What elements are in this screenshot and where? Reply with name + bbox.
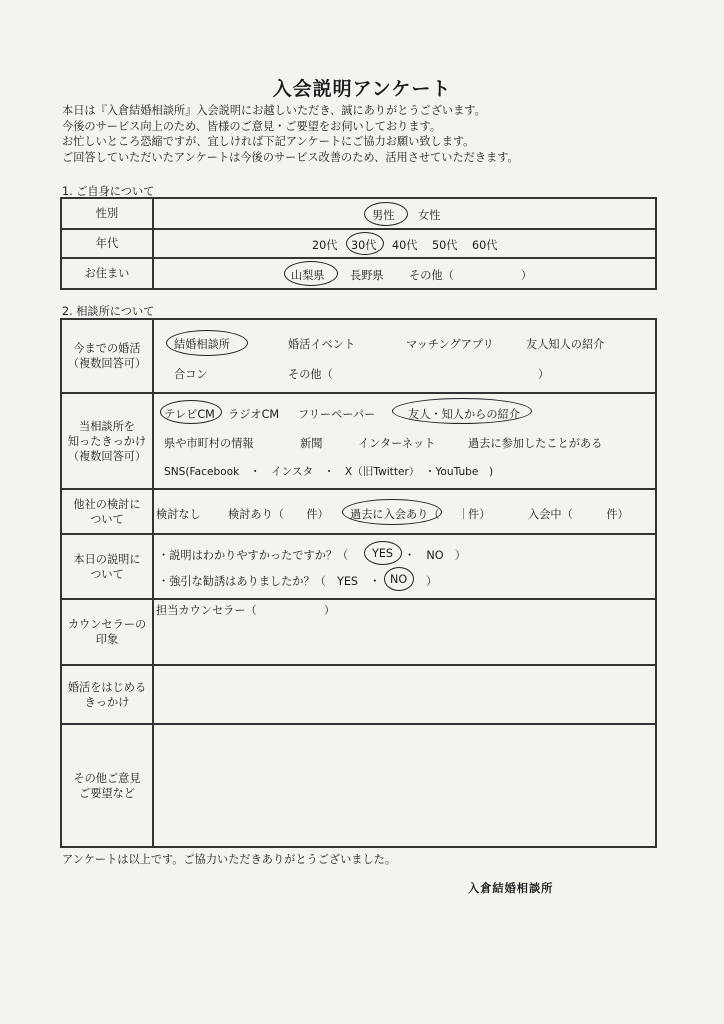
option-sns[interactable]: SNS(Facebook ・ インスタ ・ X（旧Twitter） ・YouTube ) <box>164 466 494 478</box>
konkatsu-options <box>153 319 656 393</box>
option-newspaper[interactable]: 新聞 <box>300 437 323 450</box>
label-line: ついて <box>90 512 124 526</box>
label-line: カウンセラーの <box>67 618 147 631</box>
label-line: （複数回答可） <box>67 357 147 370</box>
intro-line: 本日は『入倉結婚相談所』入会説明にお越しいただき、誠にありがとうございます。 <box>62 104 486 117</box>
option-female[interactable]: 女性 <box>418 209 441 222</box>
option-considered[interactable]: 検討あり（ 件） <box>228 508 329 521</box>
label-line: 他社の検討に <box>73 497 141 511</box>
selection-circle <box>284 261 338 286</box>
today-questions <box>153 534 656 599</box>
label-line: 印象 <box>95 633 119 646</box>
comments-label <box>61 724 153 847</box>
selection-circle <box>166 330 248 356</box>
paren-close: ） <box>426 575 438 588</box>
page-title: 入会説明アンケート <box>272 78 452 100</box>
section1-heading: 1. ご自身について <box>62 185 155 198</box>
option-referral[interactable]: 友人・知人からの紹介 <box>408 408 520 421</box>
answer-no[interactable]: NO <box>390 573 408 586</box>
option-friend[interactable]: 友人知人の紹介 <box>526 338 605 351</box>
konkatsu-label <box>61 319 153 393</box>
today-label <box>61 534 153 599</box>
selection-circle <box>160 400 222 424</box>
label-line: ご要望など <box>79 786 135 800</box>
label-line: きっかけ <box>84 695 130 709</box>
option-none[interactable]: 検討なし <box>156 508 201 521</box>
option-tvcm[interactable]: テレビCM <box>164 408 215 421</box>
answer-yes[interactable]: YES <box>372 547 394 560</box>
option-20s[interactable]: 20代 <box>312 239 338 252</box>
intro-line: お忙しいところ恐縮ですが、宜しければ下記アンケートにご協力お願い致します。 <box>62 135 475 148</box>
option-other[interactable]: その他（ ） <box>409 269 533 282</box>
label-line: 知ったきっかけ <box>67 434 147 448</box>
question-pressure: ・強引な勧誘はありましたか？（ YES ・ <box>158 575 381 588</box>
age-options <box>153 229 656 258</box>
label-line: 今までの婚活 <box>73 342 141 355</box>
label-line: 婚活をはじめる <box>67 680 147 694</box>
intro-text <box>62 103 682 165</box>
option-past-member[interactable]: 過去に入会あり（ <box>350 508 440 521</box>
intro-line: ご回答していただいたアンケートは今後のサービス改善のため、活用させていただきます。 <box>62 150 519 164</box>
gender-label: 性別 <box>61 198 153 229</box>
selection-circle <box>346 232 384 255</box>
option-goukon[interactable]: 合コン <box>174 368 208 381</box>
start-field[interactable] <box>153 665 656 724</box>
section2-heading: 2. 相談所について <box>62 305 155 318</box>
trigger-options <box>153 393 656 489</box>
selection-circle <box>364 541 402 565</box>
answer-no-option[interactable]: ・ NO ） <box>404 549 466 562</box>
section1-table <box>60 197 657 290</box>
trigger-label <box>61 393 153 489</box>
age-label: 年代 <box>61 229 153 258</box>
paren-close: ） <box>538 368 550 381</box>
option-male[interactable]: 男性 <box>372 209 395 222</box>
option-municipal[interactable]: 県や市町村の情報 <box>164 437 254 450</box>
residence-options <box>153 258 656 289</box>
label-line: 当相談所を <box>79 419 135 433</box>
others-label <box>61 489 153 534</box>
counselor-name-prompt: 担当カウンセラー（ ） <box>156 604 336 617</box>
option-agency[interactable]: 結婚相談所 <box>174 338 230 351</box>
option-yamanashi[interactable]: 山梨県 <box>291 269 325 282</box>
gender-options <box>153 198 656 229</box>
selection-circle <box>342 499 442 525</box>
label-line: 本日の説明に <box>73 552 141 566</box>
selection-circle <box>384 567 414 591</box>
counselor-label <box>61 599 153 665</box>
option-30s[interactable]: 30代 <box>351 239 377 252</box>
option-event[interactable]: 婚活イベント <box>288 338 356 351</box>
option-40s[interactable]: 40代 <box>392 239 418 252</box>
question-clarity: ・説明はわかりやすかったですか？（ <box>158 549 349 562</box>
option-50s[interactable]: 50代 <box>432 239 458 252</box>
count-unit: 件） <box>468 508 491 521</box>
section2-table <box>60 318 657 848</box>
option-internet[interactable]: インターネット <box>358 437 436 450</box>
counselor-field[interactable] <box>153 599 656 665</box>
footer-text: アンケートは以上です。ご協力いただきありがとうございました。 <box>62 853 397 866</box>
selection-circle <box>364 202 408 226</box>
comments-field[interactable] <box>153 724 656 847</box>
option-freepaper[interactable]: フリーペーパー <box>298 408 376 421</box>
option-other[interactable]: その他（ <box>288 368 333 381</box>
label-line: ついて <box>90 567 124 581</box>
residence-label: お住まい <box>61 258 153 289</box>
option-app[interactable]: マッチングアプリ <box>406 338 494 351</box>
option-60s[interactable]: 60代 <box>472 239 498 252</box>
selection-circle <box>392 398 532 424</box>
count-mark: ｜ <box>458 508 470 521</box>
label-line: （複数回答可） <box>67 449 147 463</box>
intro-line: 今後のサービス向上のため、皆様のご意見・ご要望をお伺いしております。 <box>62 119 442 133</box>
option-past-event[interactable]: 過去に参加したことがある <box>468 437 603 450</box>
start-label <box>61 665 153 724</box>
option-current[interactable]: 入会中（ 件） <box>528 508 629 521</box>
organization-name: 入倉結婚相談所 <box>468 882 554 895</box>
others-options <box>153 489 656 534</box>
option-nagano[interactable]: 長野県 <box>350 269 384 282</box>
label-line: その他ご意見 <box>73 771 141 785</box>
option-radiocm[interactable]: ラジオCM <box>228 408 280 421</box>
